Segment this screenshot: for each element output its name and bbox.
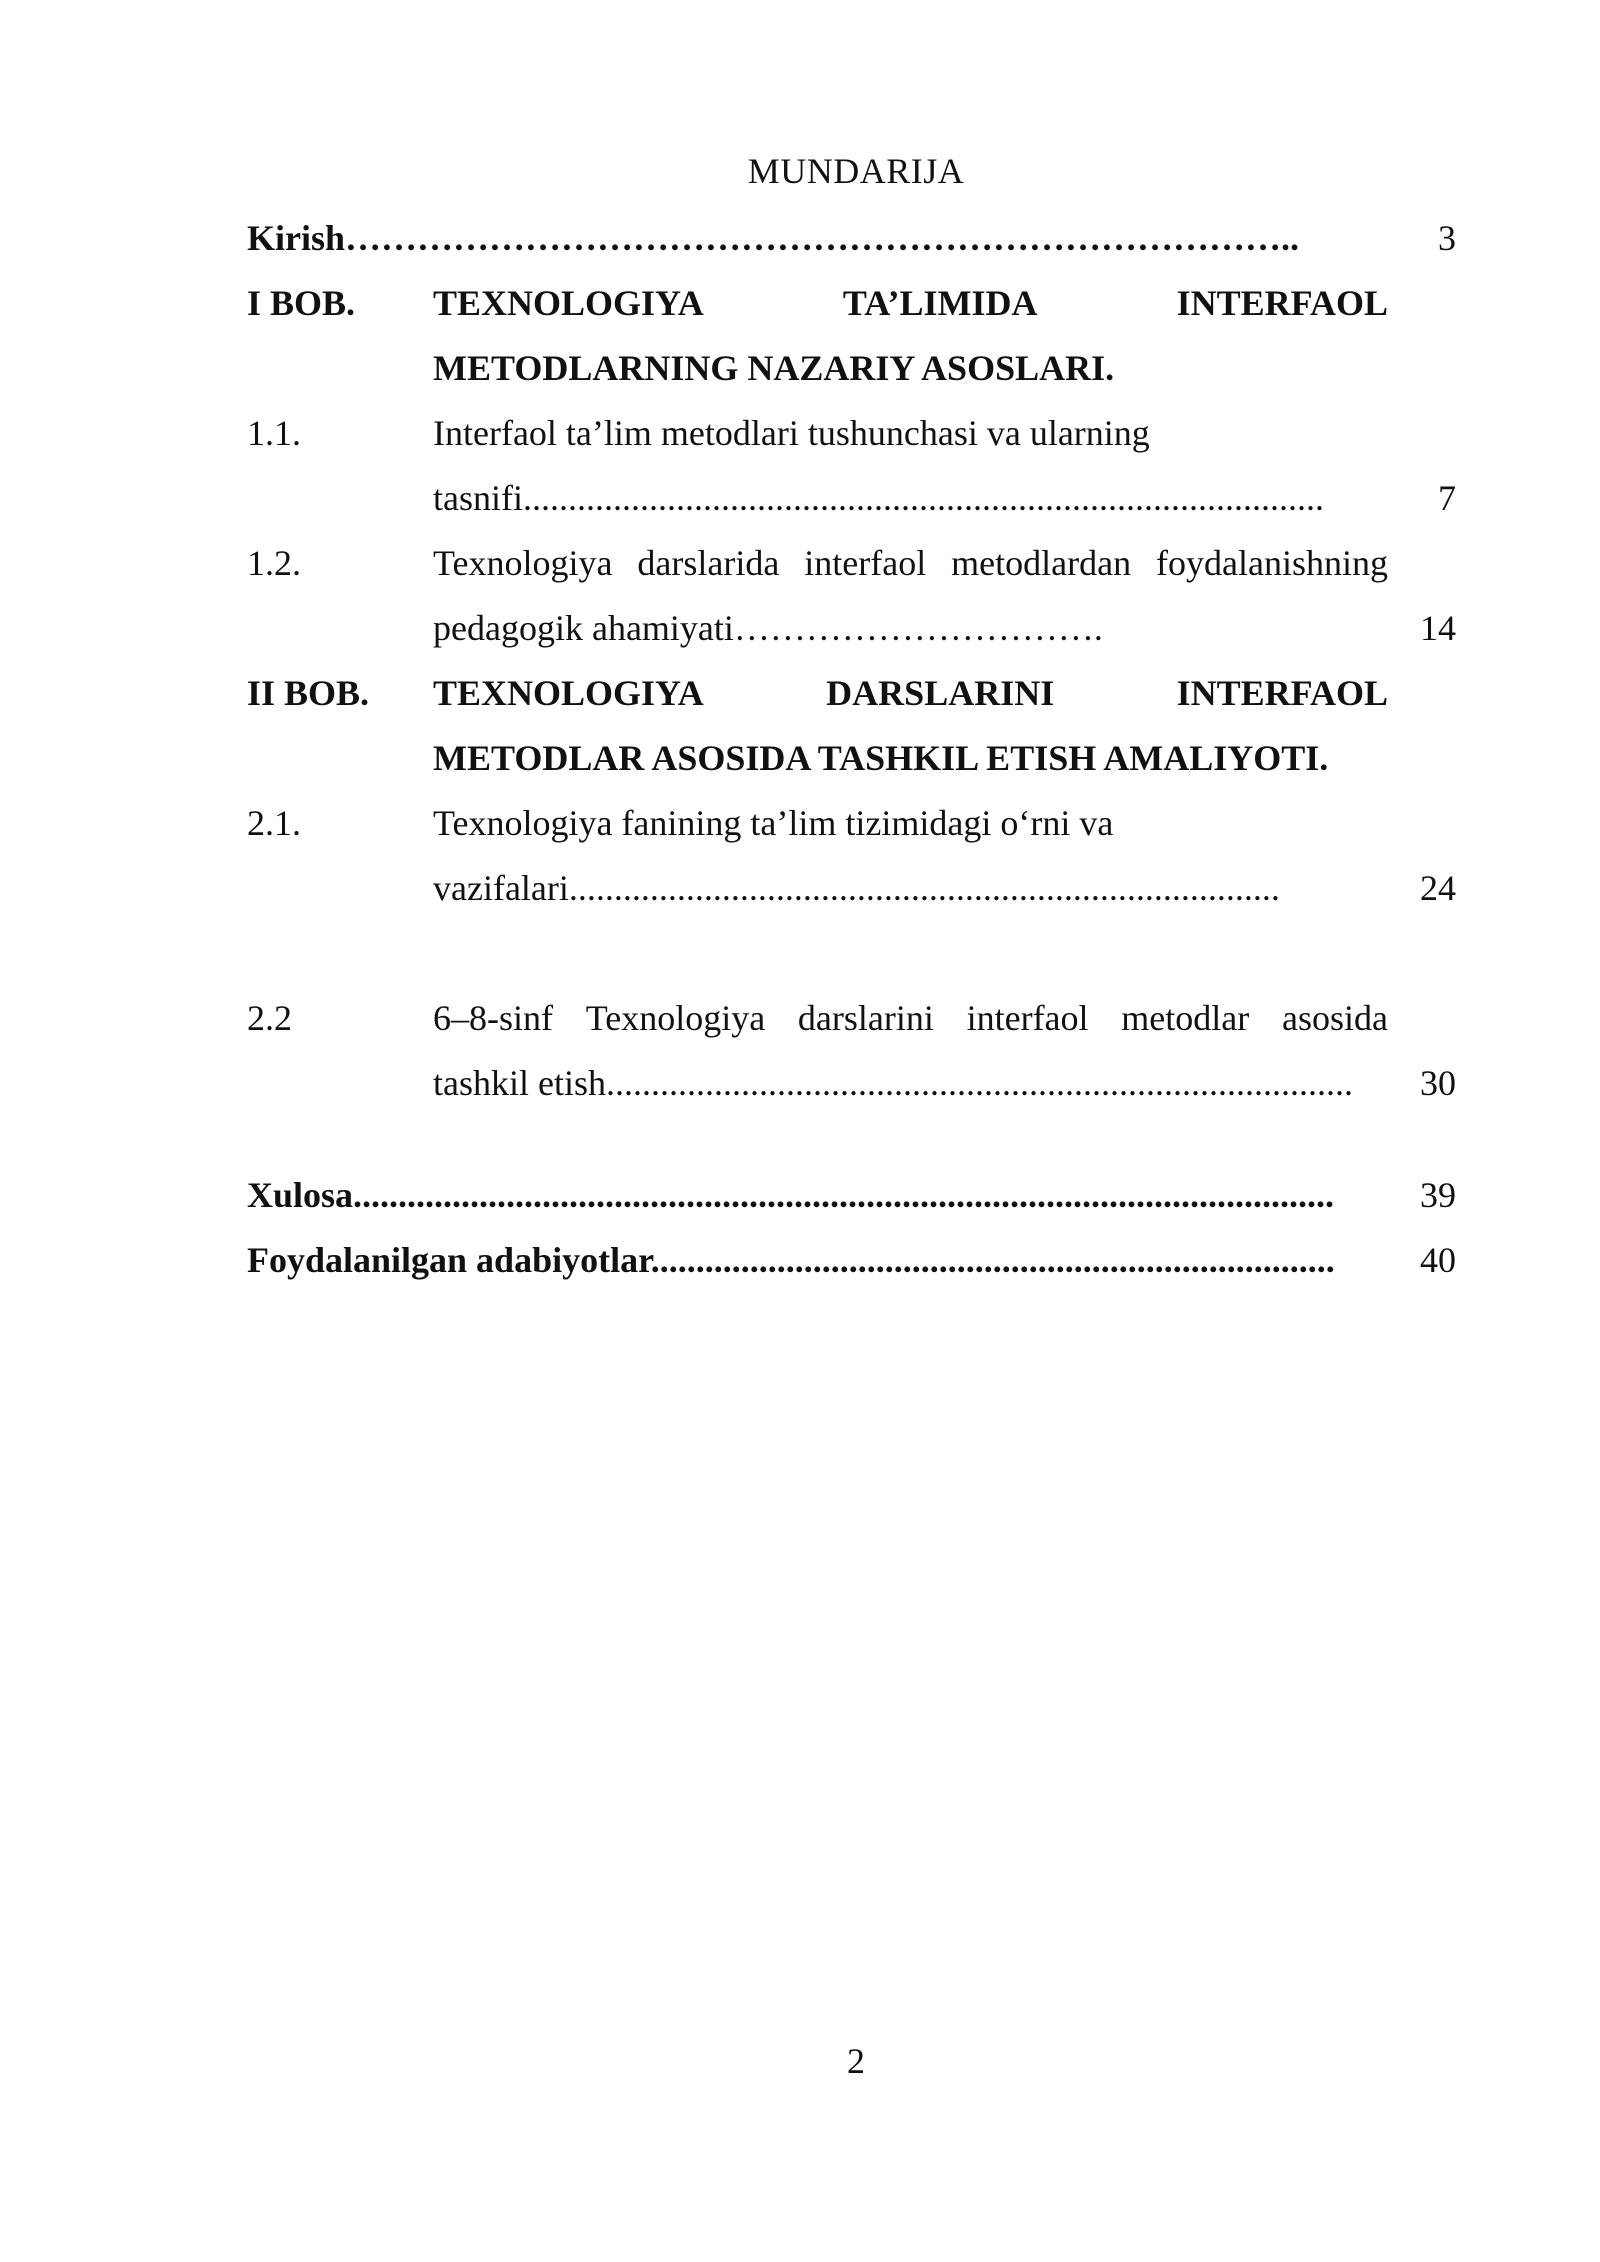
- toc-bob1-word: TEXNOLOGIYA: [433, 283, 704, 323]
- toc-s12-word: foydalanishning: [1156, 543, 1388, 583]
- toc-s21-number: 2.1.: [247, 803, 301, 843]
- toc-s12-word: Texnologiya: [433, 543, 613, 583]
- toc-entry-kirish[interactable]: [247, 216, 1299, 260]
- toc-kirish-leader: ……………………………………………………………………..: [345, 218, 1300, 258]
- toc-kirish-label: Kirish: [247, 218, 346, 258]
- toc-s11-line1[interactable]: Interfaol ta’lim metodlari tushunchasi va ularning: [433, 413, 1150, 453]
- toc-bob2-title-line1[interactable]: [433, 671, 1388, 715]
- toc-xulosa[interactable]: Xulosa.............................................................................................................: [247, 1175, 1335, 1215]
- page-number: 2: [847, 2041, 865, 2081]
- toc-s12-line2[interactable]: pedagogik ahamiyati………………………….: [433, 608, 1103, 648]
- toc-s22-line2[interactable]: tashkil etish...................................................................................: [433, 1063, 1353, 1103]
- toc-s21-page: 24: [1420, 868, 1456, 908]
- toc-bob2-word: DARSLARINI: [826, 673, 1055, 713]
- toc-s11-line2[interactable]: tasnifi.........................................................................................: [433, 478, 1324, 518]
- toc-s22-page: 30: [1420, 1063, 1456, 1103]
- toc-bob1-number: I BOB.: [247, 283, 356, 323]
- toc-s22-number: 2.2: [247, 998, 292, 1038]
- toc-bob1-title-line1[interactable]: [433, 281, 1388, 325]
- toc-s21-line2[interactable]: vazifalari...............................................................................: [433, 868, 1280, 908]
- toc-kirish-page: 3: [1438, 218, 1456, 258]
- toc-adabiyotlar-page: 40: [1420, 1240, 1456, 1280]
- toc-s12-number: 1.2.: [247, 543, 301, 583]
- toc-bob2-word: INTERFAOL: [1176, 673, 1388, 713]
- toc-s22-word: interfaol: [966, 998, 1089, 1038]
- toc-s12-word: metodlardan: [951, 543, 1132, 583]
- toc-s21-line1[interactable]: Texnologiya fanining ta’lim tizimidagi o‘rni va: [433, 803, 1114, 843]
- toc-s22-word: asosida: [1281, 998, 1388, 1038]
- toc-s22-word: 6–8-sinf: [433, 998, 553, 1038]
- toc-s12-word: interfaol: [804, 543, 927, 583]
- toc-s22-line1[interactable]: [433, 996, 1388, 1040]
- toc-xulosa-page: 39: [1420, 1175, 1456, 1215]
- toc-s12-word: darslarida: [637, 543, 780, 583]
- toc-bob2-number: II BOB.: [247, 673, 370, 713]
- toc-adabiyotlar[interactable]: Foydalanilgan adabiyotlar............................................................................: [247, 1240, 1335, 1280]
- toc-s22-word: metodlar: [1121, 998, 1250, 1038]
- toc-bob1-title-line2[interactable]: METODLARNING NAZARIY ASOSLARI.: [433, 348, 1115, 388]
- toc-s12-line1[interactable]: [433, 541, 1388, 585]
- page-title: MUNDARIJA: [747, 151, 965, 191]
- toc-bob1-word: INTERFAOL: [1176, 283, 1388, 323]
- toc-bob2-word: TEXNOLOGIYA: [433, 673, 704, 713]
- toc-bob2-title-line2[interactable]: METODLAR ASOSIDA TASHKIL ETISH AMALIYOTI.: [433, 738, 1329, 778]
- toc-s22-word: darslarini: [797, 998, 934, 1038]
- toc-s11-page: 7: [1438, 478, 1456, 518]
- toc-s12-page: 14: [1420, 608, 1456, 648]
- toc-s11-number: 1.1.: [247, 413, 301, 453]
- toc-bob1-word: TA’LIMIDA: [842, 283, 1038, 323]
- toc-s22-word: Texnologiya: [585, 998, 766, 1038]
